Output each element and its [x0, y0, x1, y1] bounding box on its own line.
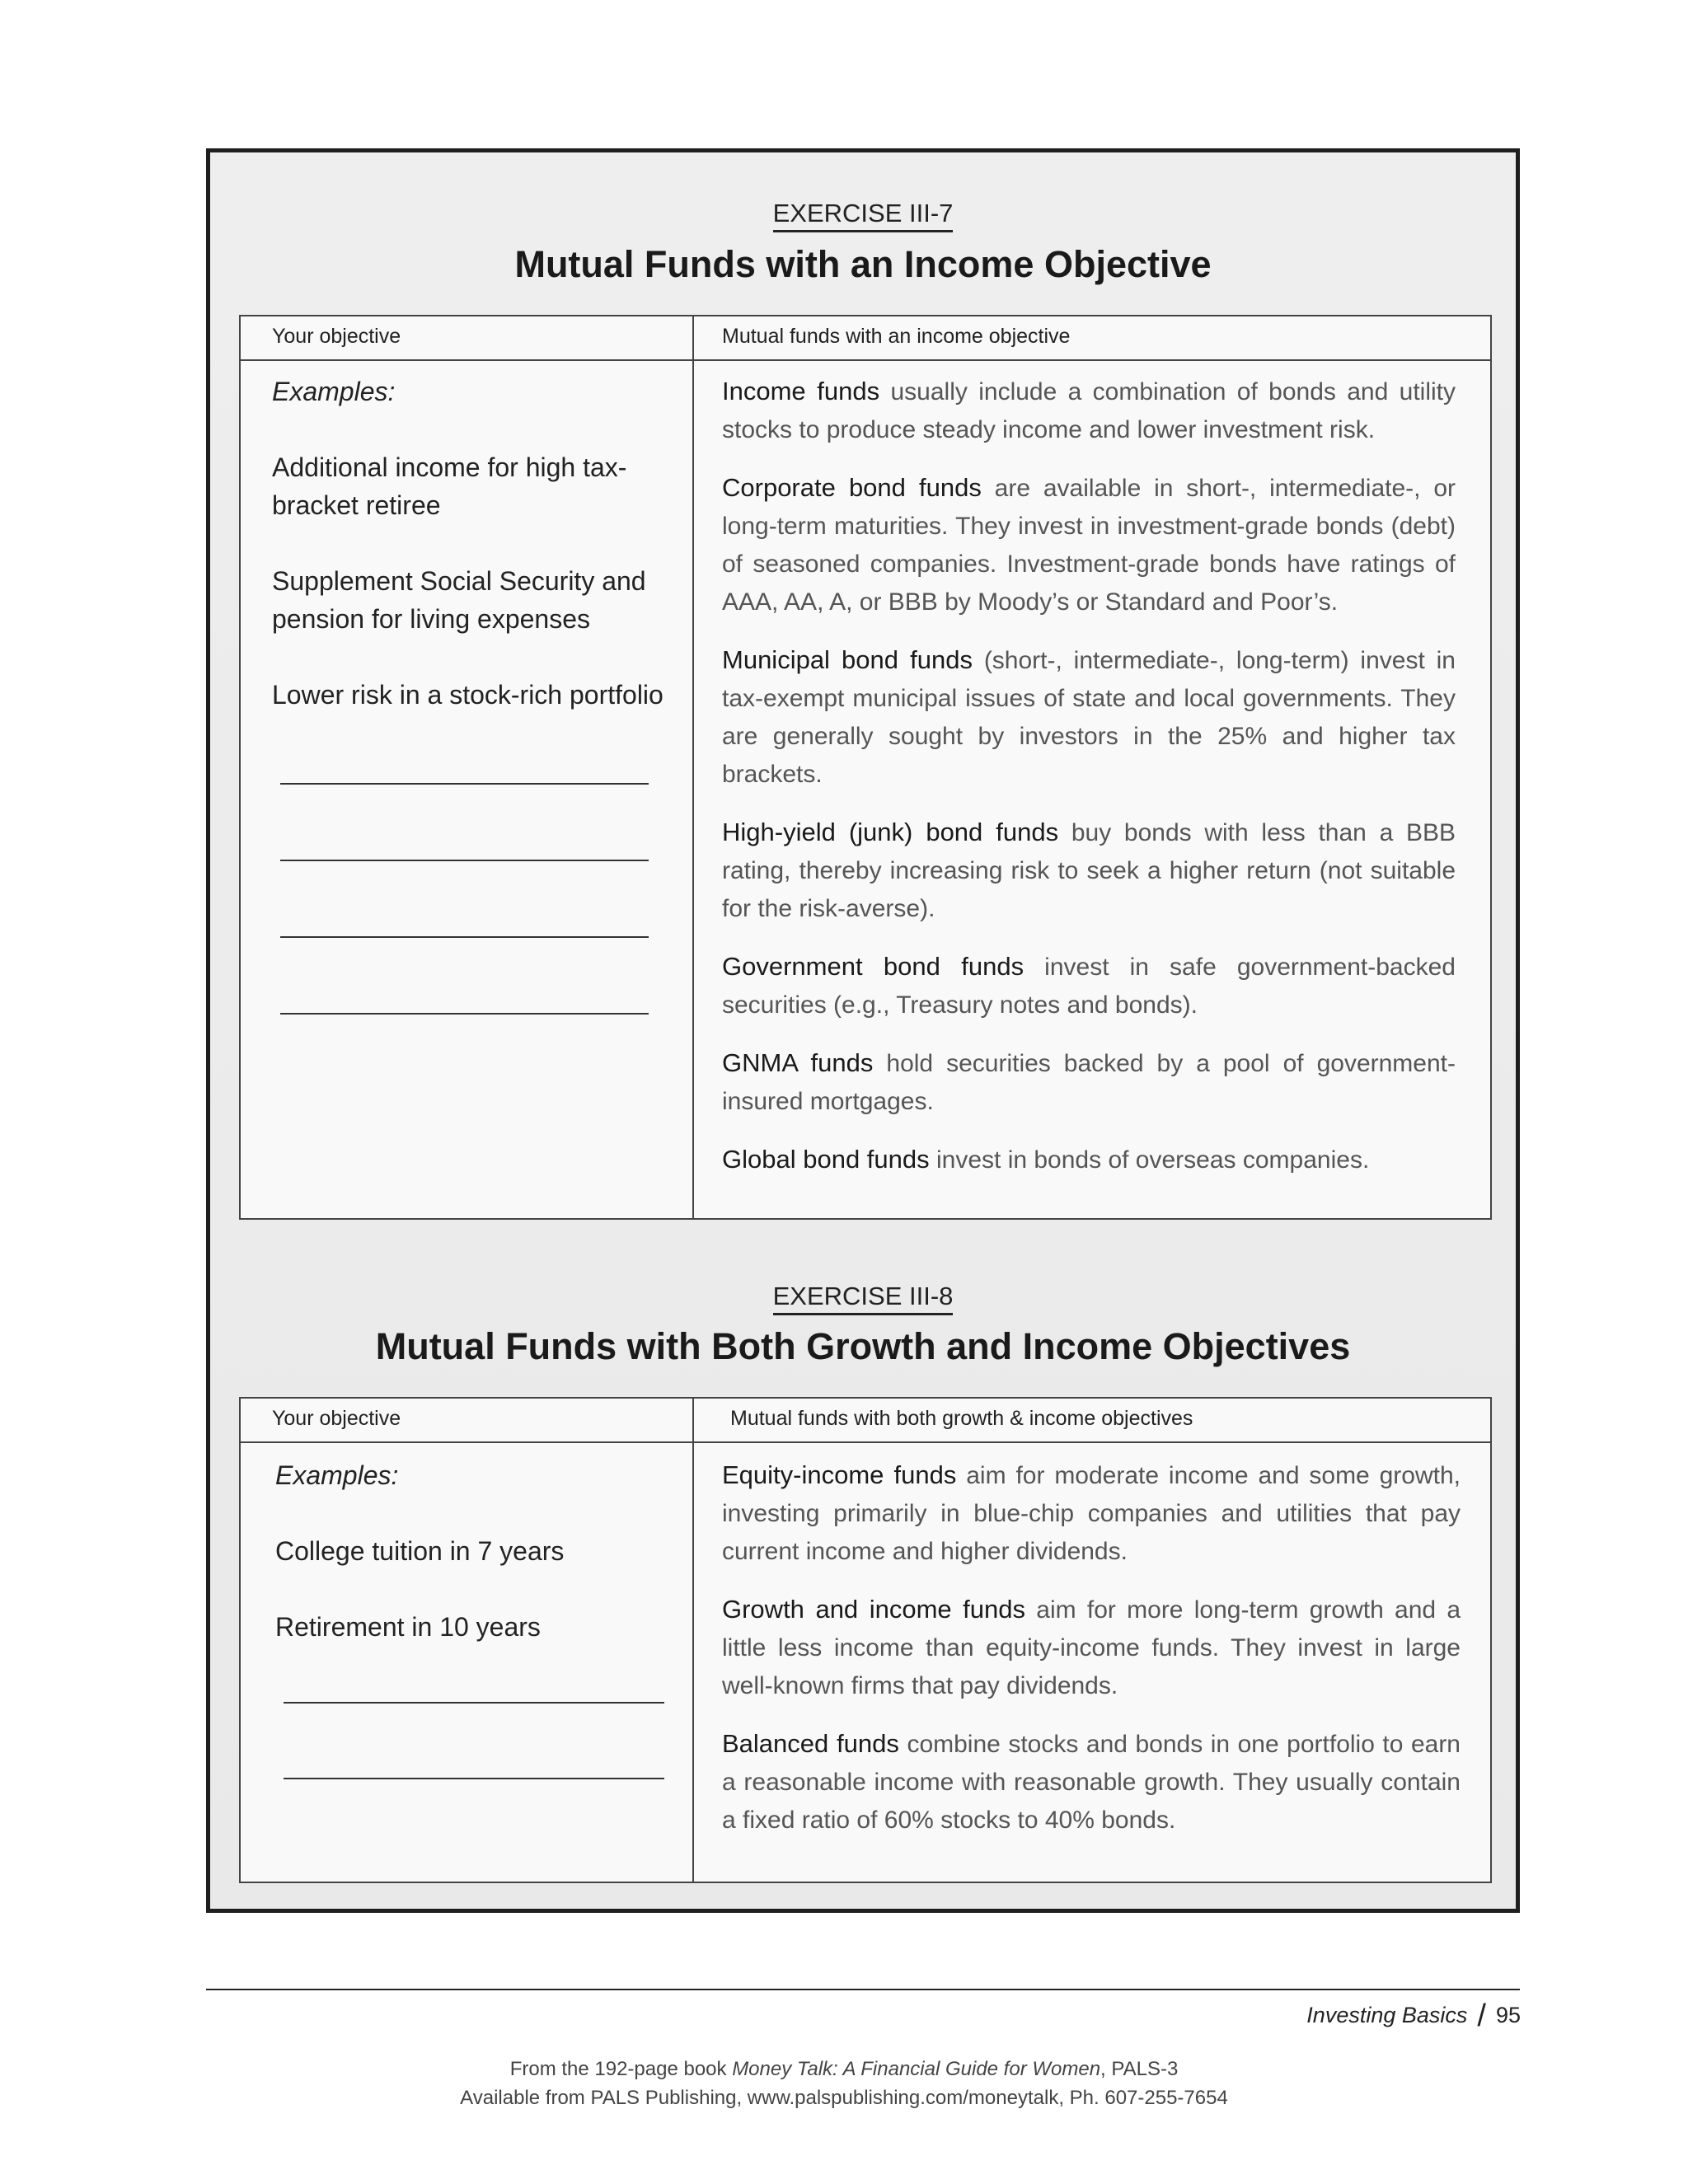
fund-entry	[722, 641, 1456, 794]
page-number: 95	[1495, 2003, 1521, 2027]
table-header	[241, 1399, 1490, 1443]
fund-desc: aim for more long-term growth and a little less income than equity-income funds. They invest in large well-known firms that pay dividends.	[722, 1596, 1461, 1699]
fund-term: Global bond funds	[722, 1145, 930, 1174]
objective-column	[272, 373, 668, 714]
footer-separator: /	[1477, 1999, 1486, 2033]
exercise-table	[239, 315, 1492, 1220]
fund-desc: invest in safe government-backed securities (e.g., Treasury notes and bonds).	[722, 954, 1456, 1019]
fund-entry	[722, 1591, 1461, 1705]
footer-rule	[206, 1989, 1520, 1990]
exercise-box	[206, 148, 1520, 1913]
credit-line-2: Available from PALS Publishing, www.palspublishing.com/moneytalk, Ph. 607-255-7654	[460, 2087, 1228, 2109]
col-header-objective: Your objective	[272, 1407, 401, 1430]
fund-term: GNMA funds	[722, 1048, 874, 1077]
fund-term: Municipal bond funds	[722, 645, 973, 674]
col-header-funds: Mutual funds with both growth & income objectives	[730, 1407, 1193, 1430]
fund-term: Corporate bond funds	[722, 473, 982, 502]
column-divider	[692, 316, 694, 1218]
blank-answer-line[interactable]	[280, 936, 649, 938]
funds-column	[722, 373, 1456, 1199]
examples-label: Examples:	[275, 1460, 399, 1490]
page-footer	[1306, 1999, 1521, 2034]
fund-term: High-yield (junk) bond funds	[722, 818, 1059, 846]
table-header	[241, 316, 1490, 361]
section-name: Investing Basics	[1306, 2003, 1468, 2027]
col-header-funds: Mutual funds with an income objective	[722, 325, 1071, 348]
fund-entry	[722, 1141, 1456, 1179]
fund-entry	[722, 948, 1456, 1024]
blank-answer-line[interactable]	[280, 1013, 649, 1015]
list-item: College tuition in 7 years	[275, 1536, 565, 1566]
funds-column	[722, 1456, 1461, 1859]
list-item: Lower risk in a stock-rich portfolio	[272, 680, 663, 710]
fund-entry	[722, 1725, 1461, 1840]
objective-column	[275, 1456, 671, 1646]
fund-desc: invest in bonds of overseas companies.	[935, 1146, 1370, 1174]
list-item: Retirement in 10 years	[275, 1612, 541, 1642]
exercise-title: Mutual Funds with Both Growth and Income Objectives	[375, 1325, 1351, 1367]
fund-entry	[722, 1456, 1461, 1571]
fund-desc: combine stocks and bonds in one portfolio to earn a reasonable income with reasonable growth. They usually contain a fixed ratio of 60% stocks to 40% bonds.	[722, 1731, 1461, 1834]
fund-term: Income funds	[722, 377, 880, 405]
fund-term: Government bond funds	[722, 952, 1025, 981]
examples-label: Examples:	[272, 377, 396, 406]
fund-desc: buy bonds with less than a BBB rating, thereby increasing risk to seek a higher return (not suitable for the risk-averse).	[722, 819, 1456, 922]
exercise-label: EXERCISE III-7	[210, 199, 1516, 228]
fund-term: Equity-income funds	[722, 1460, 957, 1489]
fund-desc: aim for moderate income and some growth, investing primarily in blue-chip companies and utilities that pay current income and higher dividends.	[722, 1462, 1461, 1565]
fund-desc: hold securities backed by a pool of government-insured mortgages.	[722, 1050, 1456, 1115]
fund-term: Growth and income funds	[722, 1595, 1026, 1624]
exercise-title: Mutual Funds with an Income Objective	[514, 243, 1212, 285]
fund-entry	[722, 373, 1456, 449]
blank-answer-line[interactable]	[284, 1702, 664, 1704]
fund-term: Balanced funds	[722, 1729, 899, 1758]
blank-answer-line[interactable]	[280, 783, 649, 785]
col-header-objective: Your objective	[272, 325, 401, 348]
fund-entry	[722, 1044, 1456, 1121]
credit-line: From the 192-page book Money Talk: A Financial Guide for Women, PALS-3	[509, 2058, 1179, 2080]
book-title: Money Talk: A Financial Guide for Women	[732, 2058, 1101, 2080]
fund-desc: (short-, intermediate-, long-term) invest in tax-exempt municipal issues of state and local governments. They are generally sought by investors in the 25% and higher tax brackets.	[722, 647, 1456, 788]
blank-answer-line[interactable]	[280, 860, 649, 861]
exercise-label: EXERCISE III-8	[210, 1282, 1516, 1311]
list-item: Supplement Social Security and pension for living expenses	[272, 566, 646, 634]
column-divider	[692, 1399, 694, 1882]
list-item: Additional income for high tax-bracket retiree	[272, 452, 627, 520]
fund-desc: are available in short-, intermediate-, or long-term maturities. They invest in investment-grade bonds (debt) of seasoned companies. Investment-grade bonds have ratings of AAA, AA, A, or BBB by Moody’s or Standard and Poor’s.	[722, 475, 1456, 616]
fund-entry	[722, 813, 1456, 928]
fund-desc: usually include a combination of bonds and utility stocks to produce steady income and lower investment risk.	[722, 378, 1456, 443]
exercise-table	[239, 1397, 1492, 1883]
blank-answer-line[interactable]	[284, 1778, 664, 1779]
fund-entry	[722, 469, 1456, 621]
